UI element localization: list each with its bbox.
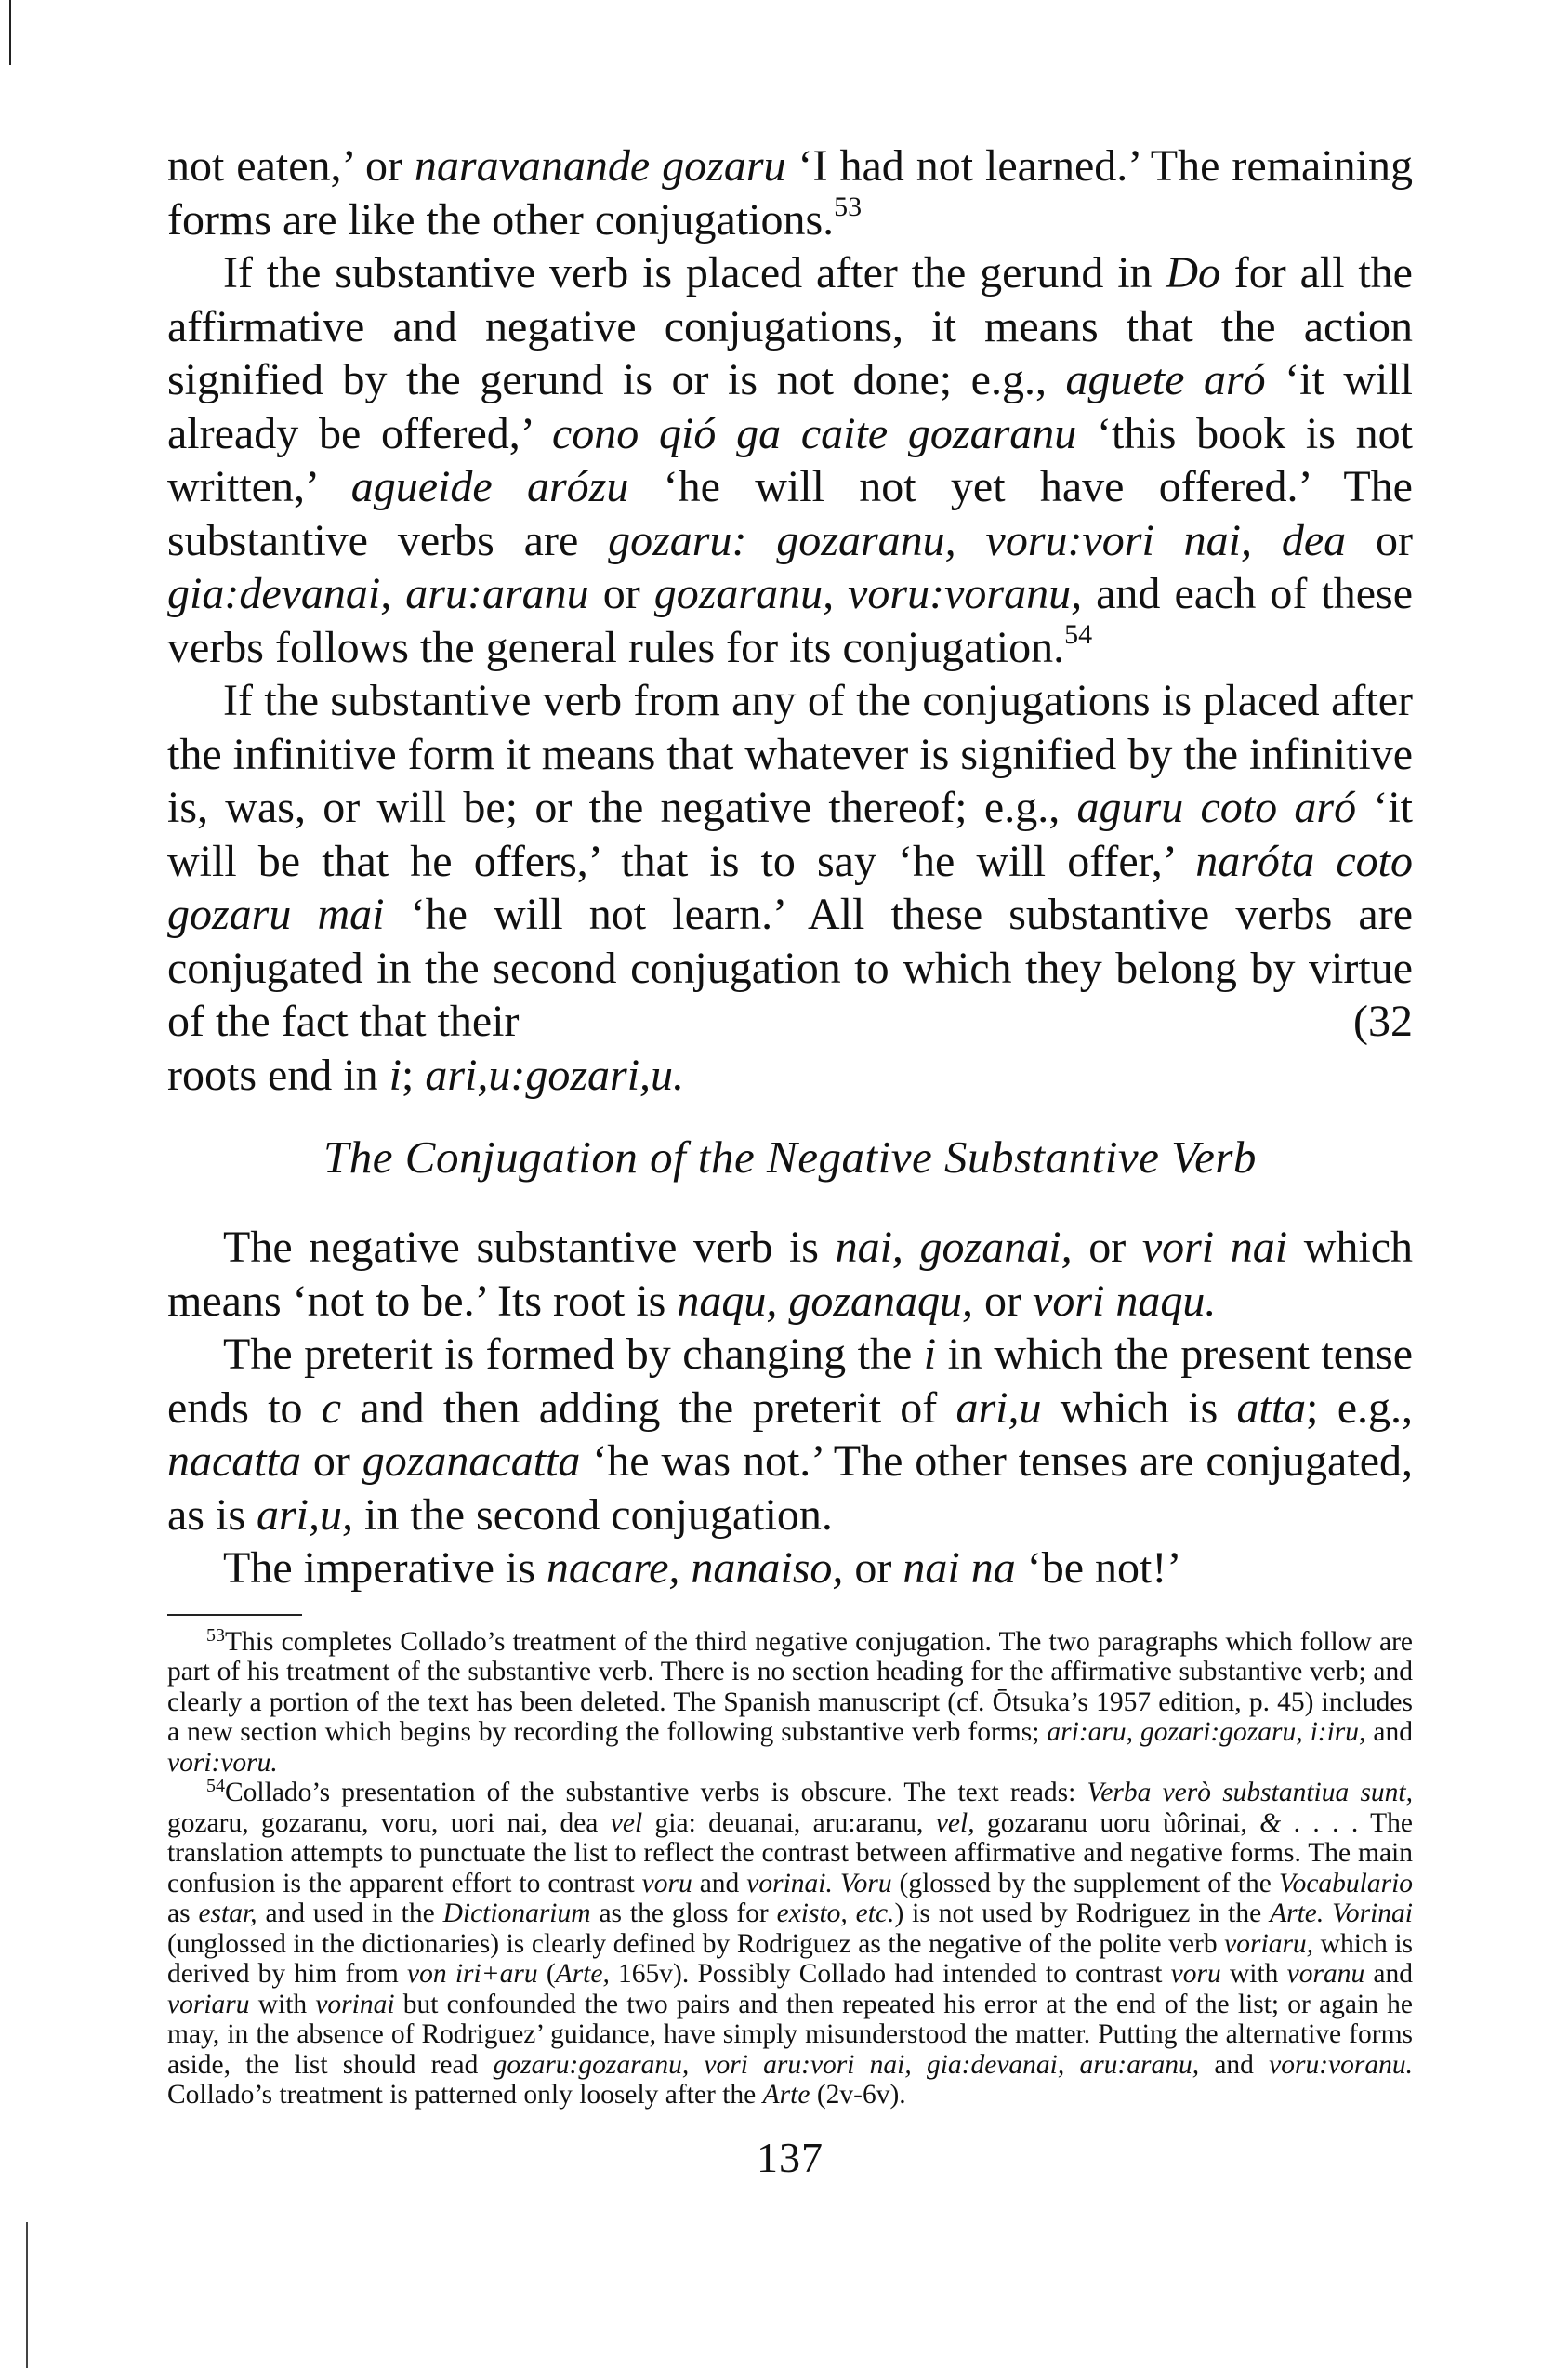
text-run: gozaru, gozaranu, voru, uori nai, dea	[167, 1807, 611, 1838]
japanese-term: gozanacatta	[362, 1436, 581, 1486]
margin-folio-marker: (32	[1353, 997, 1413, 1046]
italic-run: vel	[610, 1807, 643, 1838]
text-run: If the substantive verb is placed after the gerund in	[223, 248, 1166, 298]
italic-run: Dictionarium	[442, 1898, 591, 1928]
page-number: 137	[757, 2133, 824, 2181]
text-run: ‘I had not learned.’ The remaining forms are like the other conjugations.	[167, 141, 1414, 245]
text-run: roots end in	[167, 1050, 389, 1100]
paragraph-5	[167, 1328, 1413, 1541]
japanese-term: ari,u,	[257, 1489, 354, 1540]
text-run: ‘he will not learn.’ All these substantive verbs are conjugated in the second conjugation to which they belong by virtue of the fact that their	[167, 890, 1414, 1046]
paragraph-2	[167, 246, 1413, 674]
text-run: with	[1220, 1959, 1287, 1989]
italic-run: voru	[641, 1868, 692, 1898]
text-run: ‘it will already be offered,’	[167, 355, 1414, 458]
footnote-number: 53	[206, 1624, 225, 1646]
italic-run: voru:voranu.	[1269, 2049, 1413, 2080]
japanese-term: aguru coto aró	[1076, 783, 1357, 832]
japanese-term: nacare, nanaiso,	[546, 1543, 844, 1593]
text-run: and	[1364, 1959, 1414, 1989]
japanese-term: Do	[1166, 248, 1220, 298]
scan-edge-mark	[26, 2222, 28, 2368]
japanese-term: i	[389, 1050, 402, 1100]
text-run: with	[249, 1989, 316, 2019]
text-run: or	[843, 1543, 903, 1593]
text-run: This completes Collado’s treatment of the third negative conjugation. The two paragraphs which follow are part of his treatment of the substantive verb. There is no section heading for the affirmative substantive verb; and clearly a portion of the text has been deleted. The Spanish manuscript (cf. Ōtsuka’s 1957 edition, p. 45) includes a new section which begins by recording the following substantive verb forms;	[167, 1626, 1413, 1747]
text-run: The imperative is	[223, 1543, 547, 1593]
italic-run: gozaru:gozaranu, vori aru:vori nai, gia:devanai, aru:aranu,	[493, 2049, 1200, 2080]
japanese-term: nai na	[903, 1543, 1016, 1593]
japanese-term: vori naqu.	[1033, 1276, 1217, 1326]
text-run: or	[1072, 1223, 1142, 1272]
italic-run: von iri+aru	[407, 1959, 538, 1989]
text-run: ‘be not!’	[1015, 1543, 1182, 1593]
paragraph-6	[167, 1541, 1413, 1595]
text-run: in the second conjugation.	[353, 1489, 833, 1540]
page	[167, 139, 1413, 2182]
text-run: as	[167, 1898, 199, 1928]
italic-run: Verba verò substantiua sunt,	[1087, 1778, 1413, 1807]
italic-run: &	[1259, 1807, 1282, 1838]
japanese-term: naróta coto gozaru mai	[167, 836, 1413, 939]
japanese-term: i	[923, 1330, 937, 1379]
italic-run: vorinai. Voru	[746, 1868, 892, 1898]
scan-edge-mark	[9, 0, 11, 65]
text-run: (glossed by the supplement of the	[891, 1868, 1279, 1898]
text-run: and used in the	[257, 1898, 443, 1928]
text-run: and then adding the preterit of	[341, 1382, 956, 1433]
text-run: ;	[401, 1050, 426, 1100]
japanese-term: naqu, gozanaqu,	[677, 1276, 974, 1326]
italic-run: Arte. Vorinai	[1270, 1898, 1413, 1928]
text-run: which is	[1041, 1382, 1237, 1433]
footnote-separator	[167, 1614, 302, 1616]
footnote-number: 54	[206, 1776, 225, 1796]
text-run: Collado’s presentation of the substantive verbs is obscure. The text reads:	[225, 1778, 1087, 1807]
text-run: (2v-6v).	[810, 2080, 906, 2110]
text-run: which is derived by him from	[167, 1928, 1413, 1989]
text-run: or	[973, 1276, 1034, 1326]
japanese-term: vori nai	[1141, 1223, 1288, 1272]
footnote-53	[167, 1624, 1414, 1779]
text-run: but confounded the two pairs and then repeated his error at the end of the list; or again he may, in the absence of Rodriguez’ guidance, have simply misunderstood the matter. Putting the alternative forms aside, the list should read	[167, 1989, 1413, 2080]
japanese-term: c	[321, 1382, 342, 1433]
japanese-term: naravanande gozaru	[414, 141, 786, 191]
japanese-term: ari,u	[955, 1382, 1042, 1433]
text-run: The preterit is formed by changing the	[223, 1330, 924, 1379]
japanese-term: agueide arózu	[350, 462, 629, 511]
italic-run: vori:voru.	[167, 1747, 278, 1778]
text-run: or	[588, 569, 654, 618]
text-run: and each of these verbs follows the general rules for its conjugation.	[167, 569, 1414, 672]
italic-run: Arte,	[555, 1959, 610, 1989]
italic-run: ari:aru, gozari:gozaru, i:iru,	[1047, 1717, 1366, 1747]
japanese-term: gozaranu, voru:voranu,	[653, 569, 1083, 618]
italic-run: voriaru,	[1224, 1928, 1314, 1959]
italic-run: vel,	[935, 1807, 975, 1838]
text-run: gia: deuanai, aru:aranu,	[642, 1807, 936, 1838]
text-run: ; e.g.,	[1306, 1382, 1414, 1433]
japanese-term: ari,u:gozari,u.	[425, 1050, 685, 1100]
text-run: not eaten,’ or	[167, 141, 415, 191]
text-run: Collado’s treatment is patterned only loosely after the	[167, 2080, 763, 2110]
text-run: If the substantive verb from any of the conjugations is placed after the infinitive form it means that whatever is signified by the infinitive is, was, or will be; or the negative thereof; e.g.,	[167, 676, 1413, 832]
italic-run: vorinai	[315, 1989, 395, 2019]
text-run: and	[1365, 1717, 1414, 1747]
paragraph-3	[167, 674, 1413, 1102]
text-run: The negative substantive verb is	[223, 1223, 836, 1272]
text-run: ‘it will be that he offers,’ that is to say ‘he will offer,’	[167, 783, 1414, 886]
italic-run: voru	[1170, 1959, 1221, 1989]
italic-run: existo, etc.	[776, 1898, 895, 1928]
text-run: or	[300, 1436, 362, 1486]
italic-run: voranu	[1286, 1959, 1365, 1989]
body-text	[167, 139, 1413, 1595]
text-run: in which the present tense ends to	[167, 1330, 1414, 1433]
italic-run: estar,	[198, 1898, 257, 1928]
section-heading: The Conjugation of the Negative Substantive Verb	[323, 1131, 1257, 1183]
italic-run: Arte	[762, 2080, 810, 2110]
japanese-term: aguete aró	[1065, 355, 1266, 404]
text-run: as the gloss for	[590, 1898, 777, 1928]
footnote-54	[167, 1778, 1413, 2110]
text-run: (unglossed in the dictionaries) is clearly defined by Rodriguez as the negative of the polite verb	[167, 1928, 1225, 1959]
footnote-ref-54[interactable]: 54	[1064, 618, 1093, 650]
text-run: or	[1346, 515, 1413, 565]
text-run: for all the affirmative and negative conjugations, it means that the action signified by the gerund is or is not done; e.g.,	[167, 248, 1413, 404]
text-run: (	[537, 1959, 556, 1989]
text-run: which means ‘not to be.’ Its root is	[167, 1223, 1414, 1326]
japanese-term: atta	[1236, 1382, 1307, 1433]
text-run: ‘he will not yet have offered.’ The substantive verbs are	[167, 462, 1413, 565]
text-run: gozaranu uoru ùôrinai,	[974, 1807, 1260, 1838]
japanese-term: nai, gozanai,	[835, 1223, 1073, 1272]
text-run: . . . . The translation attempts to punctuate the list to reflect the contrast between affirmative and negative forms. The main confusion is the apparent effort to contrast	[167, 1807, 1413, 1898]
footnote-ref-53[interactable]: 53	[834, 191, 863, 222]
text-run: and	[692, 1868, 747, 1898]
italic-run: voriaru	[167, 1989, 250, 2019]
text-run: 165v). Possibly Collado had intended to contrast	[609, 1959, 1171, 1989]
japanese-term: nacatta	[167, 1436, 301, 1486]
japanese-term: gozaru: gozaranu, voru:vori nai, dea	[608, 515, 1347, 565]
text-run: ‘he was not.’ The other tenses are conjugated, as is	[167, 1436, 1414, 1540]
paragraph-4	[167, 1221, 1413, 1328]
text-run: ) is not used by Rodriguez in the	[894, 1898, 1271, 1928]
text-run: ‘this book is not written,’	[167, 408, 1414, 511]
japanese-term: gia:devanai, aru:aranu	[167, 569, 589, 618]
italic-run: Vocabulario	[1278, 1868, 1414, 1898]
footnotes	[167, 1624, 1414, 2110]
japanese-term: cono qió ga caite gozaranu	[551, 408, 1077, 458]
paragraph-1	[167, 139, 1413, 246]
text-run: and	[1199, 2049, 1270, 2080]
